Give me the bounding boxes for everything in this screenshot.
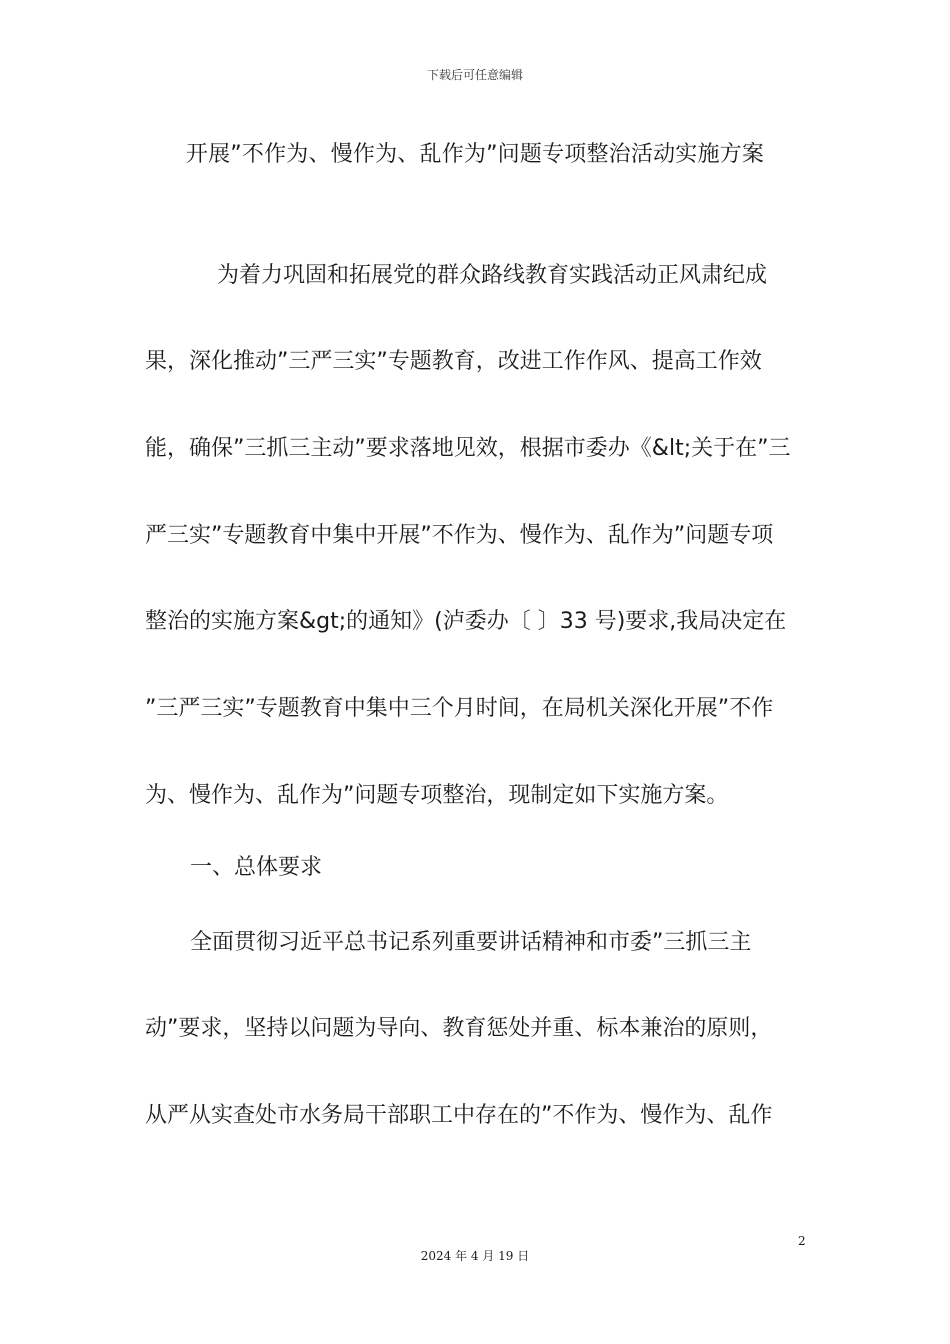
body-line-6: ”三严三实”专题教育中集中三个月时间，在局机关深化开展”不作 [145,696,774,721]
body-line-8: 全面贯彻习近平总书记系列重要讲话精神和市委”三抓三主 [190,930,752,955]
body-line-5: 整治的实施方案&gt;的通知》(泸委办〔 〕33 号)要求,我局决定在 [145,609,787,634]
body-line-9: 动”要求，坚持以问题为导向、教育惩处并重、标本兼治的原则， [145,1016,773,1041]
section-heading: 一、总体要求 [190,855,323,880]
body-line-10: 从严从实查处市水务局干部职工中存在的”不作为、慢作为、乱作 [145,1103,773,1128]
header-note: 下载后可任意编辑 [426,68,523,82]
footer-date: 2024 年 4 月 19 日 [420,1249,530,1263]
page-number: 2 [798,1234,806,1248]
document-title: 开展”不作为、慢作为、乱作为”问题专项整治活动实施方案 [185,142,765,167]
body-line-7: 为、慢作为、乱作为”问题专项整治，现制定如下实施方案。 [145,783,729,808]
body-line-3: 能，确保”三抓三主动”要求落地见效，根据市委办《&lt;关于在”三 [145,436,791,461]
body-line-2: 果，深化推动”三严三实”专题教育，改进工作作风、提高工作效 [145,349,762,374]
body-line-4: 严三实”专题教育中集中开展”不作为、慢作为、乱作为”问题专项 [145,523,774,548]
body-line-1: 为着力巩固和拓展党的群众路线教育实践活动正风肃纪成 [217,263,768,288]
